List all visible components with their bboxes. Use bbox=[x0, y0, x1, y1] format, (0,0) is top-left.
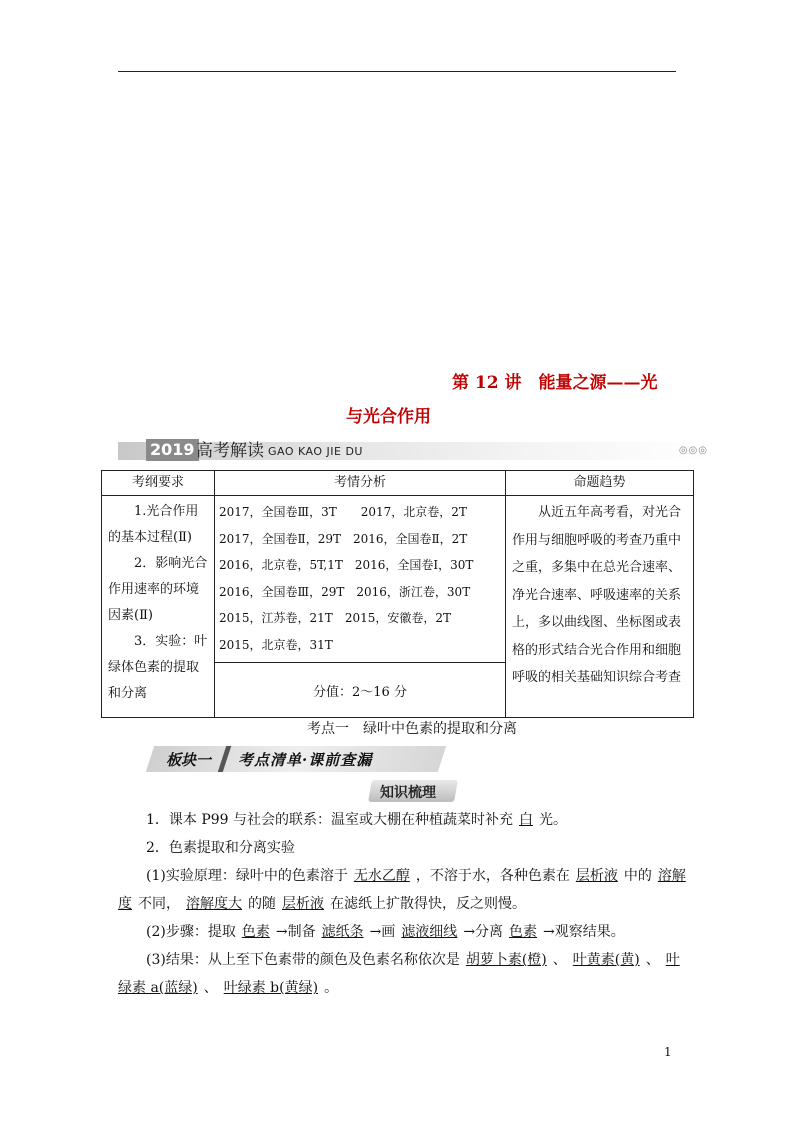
lesson-title-line1: 第 12 讲 能量之源——光 bbox=[452, 373, 658, 393]
answer-blank: 叶黄素(黄) bbox=[572, 952, 640, 968]
answer-blank: 色素 bbox=[509, 924, 538, 940]
score-cell: 分值：2～16 分 bbox=[215, 663, 506, 718]
text-run: →画 bbox=[369, 924, 396, 940]
analysis-line: 2015，北京卷，31T bbox=[219, 637, 333, 652]
requirements-cell bbox=[102, 496, 215, 718]
exam-overview-table bbox=[101, 470, 694, 718]
answer-blank: 色素 bbox=[241, 924, 270, 940]
header-analysis: 考情分析 bbox=[215, 471, 506, 496]
content-body bbox=[118, 806, 690, 1002]
text-run: (2)步骤：提取 bbox=[146, 924, 236, 940]
answer-blank: 叶绿素 a(蓝绿) bbox=[118, 952, 680, 996]
paragraph-2: 2．色素提取和分离实验 bbox=[146, 840, 295, 856]
trend-text: 从近五年高考看，对光合作用与细胞呼吸的考查乃重中之重，多集中在总光合速率、净光合速率、呼吸速率的关系上，多以曲线图、坐标图或表格的形式结合光合作用和细胞呼吸的相关基础知识综合考查 bbox=[512, 505, 682, 685]
block-banner bbox=[150, 746, 442, 772]
answer-blank: 溶解度大 bbox=[186, 896, 242, 912]
requirement-item: 3．实验：叶绿体色素的提取和分离 bbox=[108, 634, 208, 701]
lesson-title-line2: 与光合作用 bbox=[346, 407, 431, 427]
text-run: (3)结果：从上至下色素带的颜色及色素名称依次是 bbox=[146, 952, 460, 968]
answer-blank: 滤纸条 bbox=[321, 924, 364, 940]
analysis-line: 2015，江苏卷，21T 2015，安徽卷，2T bbox=[219, 611, 451, 625]
page-number: 1 bbox=[664, 1045, 672, 1059]
header-rule bbox=[118, 71, 676, 72]
analysis-line: 2017，全国卷Ⅲ，3T 2017，北京卷，2T bbox=[219, 505, 467, 519]
text-run: 中的 bbox=[623, 868, 652, 884]
analysis-line: 2017，全国卷Ⅱ，29T 2016，全国卷Ⅱ，2T bbox=[219, 531, 468, 546]
banner-dots-icon: ◎◎◎ bbox=[678, 445, 708, 456]
exam-interpretation-banner bbox=[118, 438, 710, 464]
text-run: 不同， bbox=[138, 896, 180, 912]
block-banner-label: 板块一 bbox=[166, 751, 212, 769]
knowledge-tag bbox=[370, 780, 456, 802]
section-heading: 考点一 绿叶中色素的提取和分离 bbox=[307, 721, 517, 737]
answer-blank: 层析液 bbox=[575, 868, 618, 884]
analysis-line: 2016，全国卷Ⅲ，29T 2016，浙江卷，30T bbox=[219, 584, 471, 599]
text-run: 。 bbox=[324, 980, 339, 996]
banner-title-en: GAO KAO JIE DU bbox=[268, 445, 363, 458]
text-run: 1．课本 P99 与社会的联系：温室或大棚在种植蔬菜时补充 bbox=[146, 812, 514, 828]
paragraph-1 bbox=[118, 806, 690, 834]
requirement-item: 1.光合作用的基本过程(Ⅱ) bbox=[108, 504, 199, 545]
paragraph-5 bbox=[118, 946, 690, 1002]
text-run: (1)实验原理：绿叶中的色素溶于 bbox=[146, 868, 348, 884]
text-run: 光。 bbox=[539, 812, 568, 828]
text-run: ，不溶于水，各种色素在 bbox=[415, 868, 570, 884]
text-run: →观察结果。 bbox=[543, 924, 625, 940]
answer-blank: 无水乙醇 bbox=[353, 868, 410, 884]
banner-title-cn: 高考解读 bbox=[196, 441, 264, 461]
header-trend: 命题趋势 bbox=[506, 471, 694, 496]
answer-blank: 层析液 bbox=[282, 896, 324, 912]
text-run: →分离 bbox=[463, 924, 504, 940]
trend-cell bbox=[506, 496, 694, 718]
header-requirements: 考纲要求 bbox=[102, 471, 215, 496]
answer-blank: 滤液细线 bbox=[401, 924, 458, 940]
text-run: 在滤纸上扩散得快，反之则慢。 bbox=[330, 896, 526, 912]
banner-year: 2019 bbox=[146, 439, 199, 461]
answer-blank: 溶解度 bbox=[118, 868, 686, 912]
answer-blank: 胡萝卜素(橙) bbox=[465, 952, 547, 968]
analysis-line: 2016，北京卷，5T,1T 2016，全国卷Ⅰ，30T bbox=[219, 558, 474, 572]
text-run: 、 bbox=[552, 952, 567, 968]
block-banner-title: 考点清单·课前查漏 bbox=[238, 751, 373, 769]
paragraph-3 bbox=[118, 862, 690, 918]
knowledge-tag-label: 知识梳理 bbox=[380, 785, 436, 801]
requirement-item: 2．影响光合作用速率的环境因素(Ⅱ) bbox=[108, 556, 208, 623]
answer-blank: 白 bbox=[519, 812, 534, 828]
text-run: 、 bbox=[645, 952, 660, 968]
paragraph-4 bbox=[118, 918, 690, 946]
text-run: 的随 bbox=[248, 896, 276, 912]
text-run: 、 bbox=[203, 980, 218, 996]
answer-blank: 叶绿素 b(黄绿) bbox=[223, 980, 319, 996]
analysis-cell bbox=[215, 496, 506, 663]
text-run: →制备 bbox=[275, 924, 316, 940]
